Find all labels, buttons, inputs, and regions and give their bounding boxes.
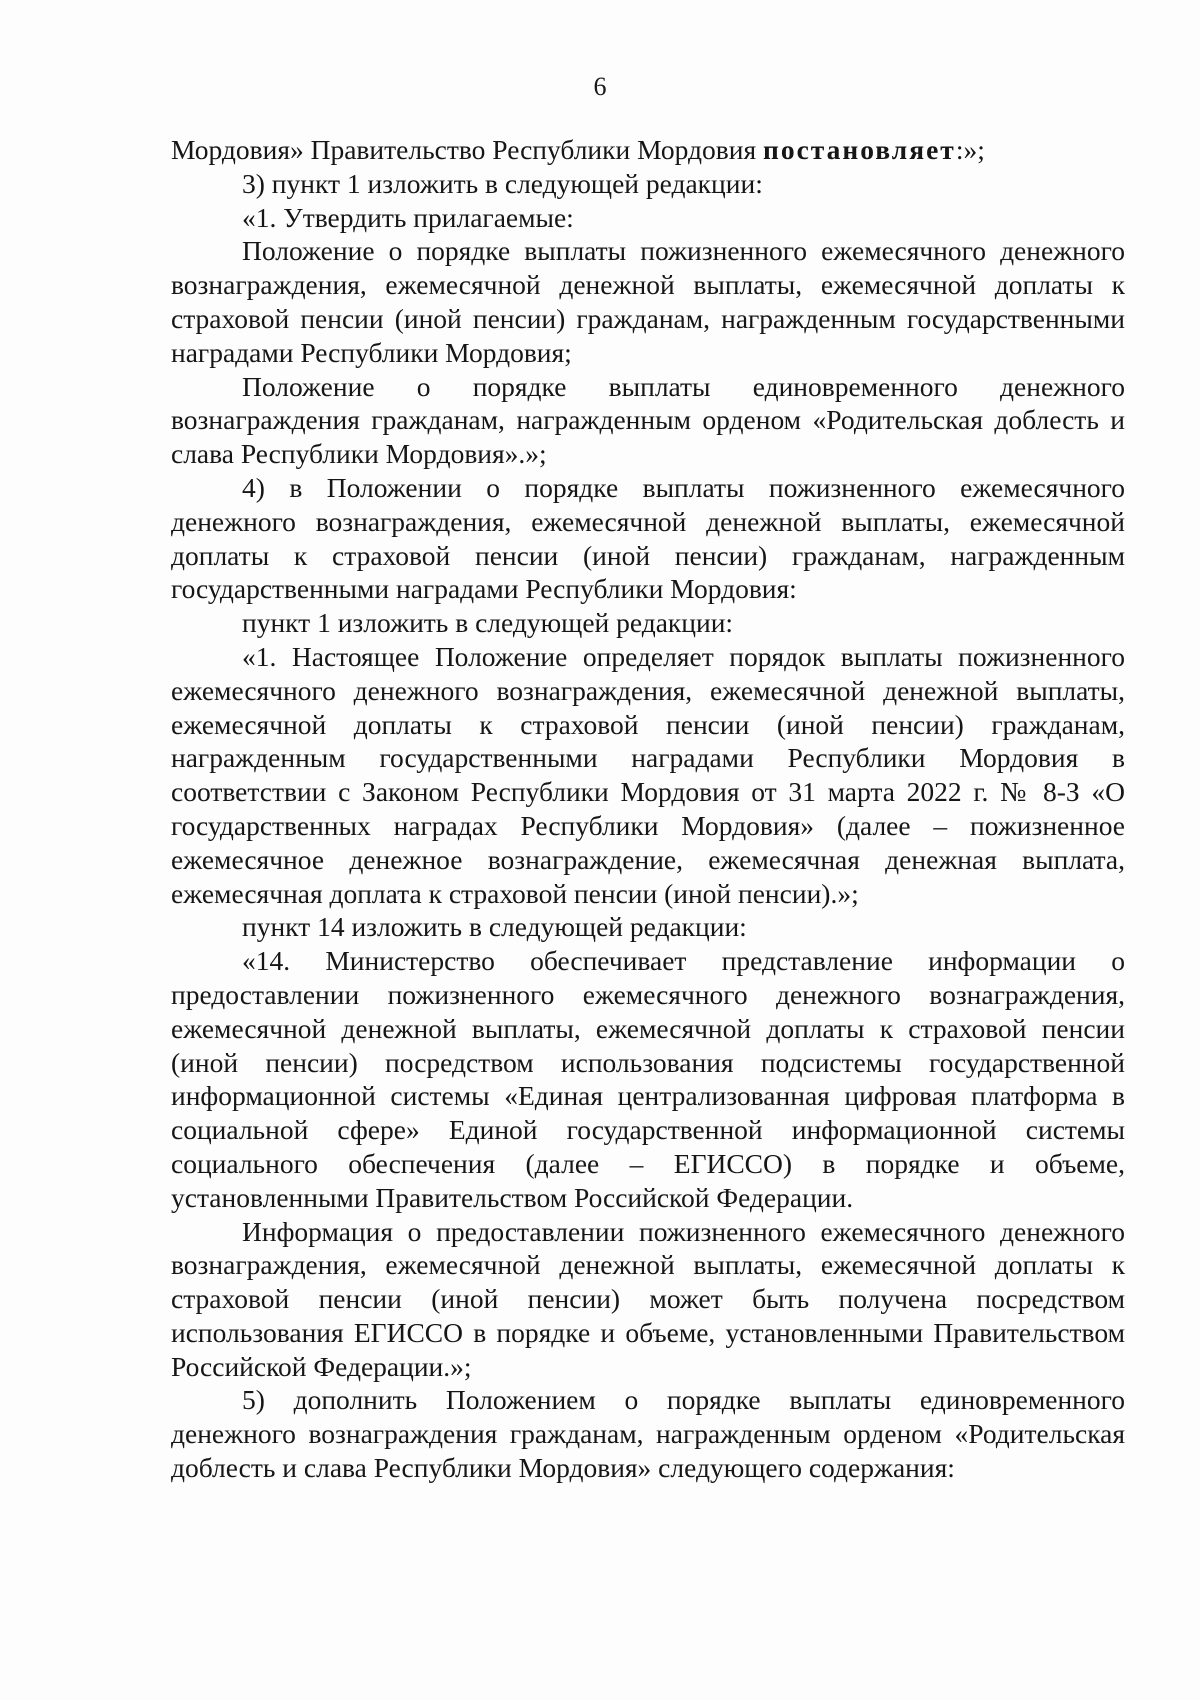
paragraph-text: Мордовия» Правительство Республики Мордовия [171,134,763,165]
paragraph-point-14-heading: пункт 14 изложить в следующей редакции: [242,911,747,943]
paragraph-regulation-one-time: Положение о порядке выплаты единовременного денежного вознаграждения гражданам, награжденным орденом «Родительская доблесть и слава Республики Мордовия».»; [171,370,1125,470]
resolves-keyword: постановляет [762,134,956,165]
paragraph-point-14-text: «14. Министерство обеспечивает представление информации о предоставлении пожизненного ежемесячного денежного вознаграждения, ежемесячной денежной выплаты, ежемесячной доплаты к страховой пенсии (иной пенсии) посредством использования подсистемы государственной информационной системы «Единая централизованная цифровая платформа в социальной сфере» Единой государственной информационной системы социального обеспечения (далее – ЕГИССО) в порядке и объеме, установленными Правительством Российской Федерации. [171,945,1125,1213]
document-body [171,133,1125,1485]
paragraph-continuation [171,133,1125,167]
paragraph-point-1-heading: пункт 1 изложить в следующей редакции: [242,607,734,639]
paragraph-information: Информация о предоставлении пожизненного ежемесячного денежного вознаграждения, ежемесячной денежной выплаты, ежемесячной доплаты к страховой пенсии (иной пенсии) может быть получена посредством использования ЕГИССО в порядке и объеме, установленными Правительством Российской Федерации.»; [171,1215,1125,1382]
paragraph-point-1-text: «1. Настоящее Положение определяет порядок выплаты пожизненного ежемесячного денежного вознаграждения, ежемесячной денежной выплаты, ежемесячной доплаты к страховой пенсии (иной пенсии) гражданам, награжденным государственными наградами Республики Мордовия в соответствии с Законом Республики Мордовия от 31 марта 2022 г. № 8-З «О государственных наградах Республики Мордовия» (далее – пожизненное ежемесячное денежное вознаграждение, ежемесячная денежная выплата, ежемесячная доплата к страховой пенсии (иной пенсии).»; [171,640,1125,909]
paragraph-item-3: 3) пункт 1 изложить в следующей редакции: [242,167,763,199]
paragraph-regulation-monthly: Положение о порядке выплаты пожизненного ежемесячного денежного вознаграждения, ежемесячной денежной выплаты, ежемесячной доплаты к страховой пенсии (иной пенсии) гражданам, награжденным государственными наградами Республики Мордовия; [171,235,1125,368]
paragraph-approve: «1. Утвердить прилагаемые: [242,201,574,233]
paragraph-item-5: 5) дополнить Положением о порядке выплаты единовременного денежного вознаграждения гражданам, награжденным орденом «Родительская доблесть и слава Республики Мордовия» следующего содержания: [171,1384,1125,1484]
page-number: 6 [593,72,607,101]
paragraph-item-4: 4) в Положении о порядке выплаты пожизненного ежемесячного денежного вознаграждения, ежемесячной денежной выплаты, ежемесячной доплаты к страховой пенсии (иной пенсии) гражданам, награжденным государственными наградами Республики Мордовия: [171,471,1125,605]
paragraph-text: :»; [955,134,985,165]
